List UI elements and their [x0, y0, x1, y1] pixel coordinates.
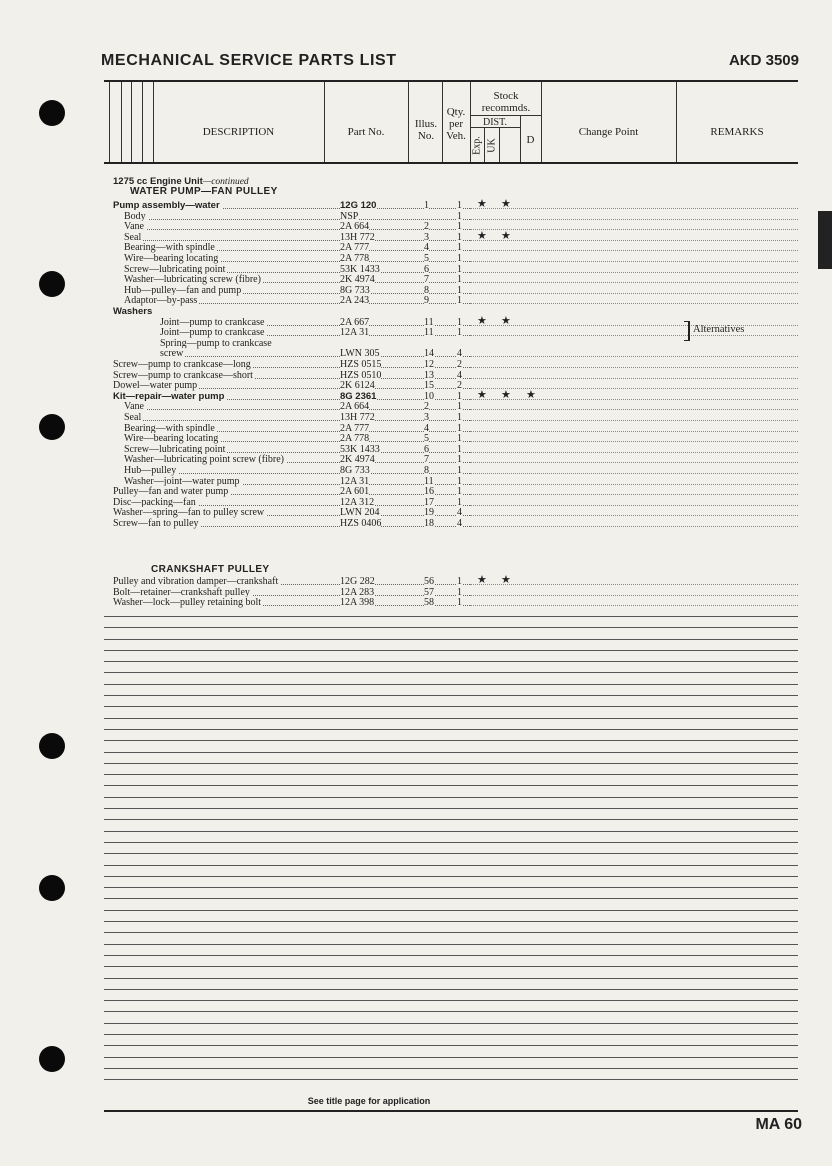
part-number: 2K 6124 — [340, 380, 375, 392]
table-row — [0, 587, 800, 598]
col-qty: Qty. per Veh. — [446, 106, 466, 142]
illus-number: 11 — [424, 327, 434, 339]
ruled-line — [104, 808, 798, 809]
section-water-pump: WATER PUMP—FAN PULLEY — [130, 186, 278, 197]
ruled-line — [104, 706, 798, 707]
part-number: 2A 667 — [340, 316, 370, 328]
part-description: Bearing—with spindle — [124, 422, 215, 434]
row-rule — [470, 505, 798, 506]
row-rule — [470, 293, 798, 294]
remark-alternatives: Alternatives — [693, 324, 745, 335]
illus-number: 11 — [424, 475, 434, 487]
row-rule — [470, 494, 798, 495]
punch-hole — [39, 875, 65, 901]
part-description: Joint—pump to crankcase — [160, 316, 265, 328]
illus-number: 14 — [424, 348, 434, 360]
row-rule — [470, 441, 798, 442]
illus-number: 13 — [424, 369, 434, 381]
part-number: HZS 0510 — [340, 369, 382, 381]
part-number: 12G 120 — [340, 200, 377, 211]
quantity: 1 — [457, 327, 462, 339]
row-rule — [470, 462, 798, 463]
illus-number: 4 — [424, 242, 429, 254]
ruled-line — [104, 966, 798, 967]
ruled-line — [104, 639, 798, 640]
illus-number: 2 — [424, 221, 429, 233]
table-row — [0, 497, 800, 508]
ruled-line — [104, 718, 798, 719]
illus-number: 57 — [424, 586, 434, 598]
leader-dots — [128, 473, 474, 474]
quantity: 2 — [457, 380, 462, 392]
ruled-line — [104, 627, 798, 628]
col-part-no: Part No. — [347, 126, 385, 138]
ruled-line — [104, 752, 798, 753]
table-row — [0, 507, 800, 518]
illus-number: 5 — [424, 433, 429, 445]
page-title: MECHANICAL SERVICE PARTS LIST — [101, 52, 397, 69]
row-rule — [470, 219, 798, 220]
leader-dots — [128, 240, 474, 241]
illus-number: 1 — [424, 200, 429, 211]
col-d: D — [526, 134, 535, 146]
part-description: Body — [124, 210, 146, 222]
part-description: Wire—bearing locating — [124, 253, 219, 264]
footer-note: See title page for application — [307, 1096, 431, 1106]
illus-number: 6 — [424, 263, 429, 275]
row-rule — [470, 240, 798, 241]
index-tab — [818, 211, 832, 269]
part-number: 53K 1433 — [340, 263, 380, 275]
ruled-line — [104, 729, 798, 730]
table-row — [0, 200, 800, 211]
illus-number: 3 — [424, 412, 429, 423]
ruled-line — [104, 695, 798, 696]
row-rule — [470, 388, 798, 389]
part-number: 8G 733 — [340, 465, 370, 476]
row-rule — [470, 272, 798, 273]
part-number: 2A 664 — [340, 401, 370, 413]
table-row — [0, 229, 800, 243]
part-description: Hub—pulley—fan and pump — [124, 284, 242, 296]
ruled-line — [104, 887, 798, 888]
table-row — [0, 295, 800, 306]
col-dist: DIST. — [483, 117, 507, 128]
row-rule — [470, 420, 798, 421]
stock-star-icon: ★ — [477, 198, 487, 210]
ruled-line — [104, 661, 798, 662]
stock-star-icon: ★ — [501, 574, 511, 586]
ruled-line — [104, 672, 798, 673]
illus-number: 9 — [424, 295, 429, 307]
quantity: 4 — [457, 348, 462, 360]
table-row — [0, 423, 800, 434]
part-description: Washer—lubricating screw (fibre) — [124, 274, 261, 286]
page-number: MA 60 — [755, 1116, 802, 1133]
quantity: 1 — [457, 597, 462, 609]
row-rule — [470, 208, 798, 209]
document-code: AKD 3509 — [728, 52, 799, 69]
ruled-line — [104, 876, 798, 877]
quantity: 1 — [457, 433, 462, 445]
part-number: HZS 0515 — [340, 359, 382, 370]
quantity: 1 — [457, 454, 462, 466]
part-description: Washers — [113, 306, 153, 317]
part-number: 2K 4974 — [340, 274, 375, 286]
table-row — [0, 274, 800, 285]
row-rule — [470, 282, 798, 283]
footer-rule — [104, 1110, 798, 1112]
ruled-line — [104, 978, 798, 979]
col-change-point: Change Point — [578, 126, 639, 138]
ruled-line — [104, 763, 798, 764]
table-row — [0, 597, 800, 608]
ruled-line — [104, 616, 798, 617]
part-description: Vane — [124, 221, 144, 233]
ruled-line — [104, 831, 798, 832]
table-row — [0, 285, 800, 296]
table-header — [104, 80, 798, 164]
row-rule — [470, 409, 798, 410]
part-number: NSP — [340, 210, 359, 222]
table-row — [0, 576, 800, 587]
table-row — [0, 380, 800, 391]
row-rule — [470, 431, 798, 432]
quantity: 1 — [457, 231, 462, 243]
alternatives-bracket — [684, 321, 690, 341]
continued-label: —continued — [202, 177, 249, 187]
table-row — [0, 306, 800, 317]
ruled-line — [104, 944, 798, 945]
part-description: Joint—pump to crankcase — [160, 327, 265, 339]
col-uk: UK — [486, 138, 498, 153]
part-description: Seal — [124, 231, 142, 243]
stock-star-icon: ★ — [477, 388, 487, 401]
illus-number: 8 — [424, 465, 429, 476]
part-description: Washer—lubricating point screw (fibre) — [124, 454, 284, 466]
illus-number: 7 — [424, 454, 429, 466]
part-number: LWN 305 — [340, 348, 380, 360]
part-description: Pulley and vibration damper—crankshaft — [113, 576, 279, 587]
part-number: 2A 601 — [340, 486, 370, 498]
ruled-line — [104, 1079, 798, 1080]
quantity: 1 — [457, 263, 462, 275]
part-description: Disc—packing—fan — [113, 496, 196, 508]
table-row — [0, 388, 800, 402]
illus-number: 6 — [424, 443, 429, 455]
part-number: 2A 777 — [340, 422, 370, 434]
part-description: Screw—pump to crankcase—short — [113, 369, 253, 381]
illus-number: 2 — [424, 401, 429, 413]
quantity: 1 — [457, 401, 462, 413]
ruled-line — [104, 1045, 798, 1046]
part-description: Washer—spring—fan to pulley screw — [113, 507, 265, 519]
ruled-line — [104, 932, 798, 933]
illus-number: 10 — [424, 390, 434, 402]
illus-number: 56 — [424, 576, 434, 587]
quantity: 1 — [457, 412, 462, 423]
part-description: Pulley—fan and water pump — [113, 486, 229, 498]
part-number: 2K 4974 — [340, 454, 375, 466]
row-rule — [470, 605, 798, 606]
quantity: 1 — [457, 576, 462, 587]
table-row — [0, 412, 800, 423]
illus-number: 7 — [424, 274, 429, 286]
part-number: 2A 778 — [340, 253, 370, 264]
table-row — [0, 476, 800, 487]
ruled-line — [104, 819, 798, 820]
ruled-line — [104, 910, 798, 911]
ruled-line — [104, 1011, 798, 1012]
ruled-line — [104, 774, 798, 775]
table-row — [0, 444, 800, 455]
table-row — [0, 518, 800, 529]
quantity: 1 — [457, 295, 462, 307]
part-number: 12A 283 — [340, 586, 375, 598]
part-number: 2A 243 — [340, 295, 370, 307]
quantity: 1 — [457, 200, 462, 211]
ruled-line — [104, 989, 798, 990]
table-row — [0, 242, 800, 253]
ruled-line — [104, 955, 798, 956]
ruled-line — [104, 842, 798, 843]
quantity: 1 — [457, 253, 462, 264]
part-number: 12A 398 — [340, 597, 375, 609]
leader-dots — [128, 229, 474, 230]
table-row — [0, 264, 800, 275]
table-row — [0, 314, 800, 328]
row-rule — [470, 250, 798, 251]
quantity: 4 — [457, 518, 462, 529]
illus-number: 17 — [424, 496, 434, 508]
part-description: Wire—bearing locating — [124, 433, 219, 445]
table-row — [0, 465, 800, 476]
table-row — [0, 433, 800, 444]
row-rule — [470, 473, 798, 474]
stock-star-icon: ★ — [501, 388, 511, 401]
part-description: Screw—lubricating point — [124, 263, 226, 275]
stock-star-icon: ★ — [501, 229, 511, 242]
illus-number: 5 — [424, 253, 429, 264]
ruled-line — [104, 865, 798, 866]
row-rule — [470, 452, 798, 453]
stock-star-icon: ★ — [477, 574, 487, 586]
quantity: 1 — [457, 390, 462, 402]
illus-number: 16 — [424, 486, 434, 498]
punch-hole — [39, 733, 65, 759]
part-description: Spring—pump to crankcase — [160, 337, 272, 349]
part-description: Dowel—water pump — [113, 380, 198, 392]
stock-star-icon: ★ — [477, 229, 487, 242]
table-row — [0, 454, 800, 465]
quantity: 1 — [457, 465, 462, 476]
ruled-line — [104, 1000, 798, 1001]
part-number: 12A 31 — [340, 327, 370, 339]
ruled-line — [104, 650, 798, 651]
row-rule — [470, 484, 798, 485]
illus-number: 8 — [424, 284, 429, 296]
row-rule — [470, 303, 798, 304]
col-exp: Exp. — [471, 136, 483, 155]
stock-star-icon: ★ — [501, 314, 511, 327]
punch-hole — [39, 100, 65, 126]
quantity: 1 — [457, 486, 462, 498]
ruled-line — [104, 740, 798, 741]
section-crankshaft: CRANKSHAFT PULLEY — [151, 564, 270, 575]
ruled-line — [104, 1023, 798, 1024]
quantity: 1 — [457, 316, 462, 328]
row-rule — [470, 356, 798, 357]
part-number: 13H 772 — [340, 412, 375, 423]
part-number: HZS 0406 — [340, 518, 382, 529]
ruled-line — [104, 1068, 798, 1069]
col-illus-no: Illus. No. — [414, 118, 438, 142]
quantity: 1 — [457, 274, 462, 286]
ruled-line — [104, 1057, 798, 1058]
quantity: 1 — [457, 586, 462, 598]
row-rule — [470, 325, 798, 326]
ruled-line — [104, 853, 798, 854]
illus-number: 4 — [424, 422, 429, 434]
part-number: 2A 778 — [340, 433, 370, 445]
part-number: LWN 204 — [340, 507, 380, 519]
part-number: 8G 733 — [340, 284, 370, 296]
quantity: 1 — [457, 422, 462, 434]
table-row — [0, 327, 800, 338]
table-row — [0, 348, 800, 359]
col-remarks: REMARKS — [710, 126, 764, 138]
leader-dots — [128, 219, 474, 220]
stock-star-icon: ★ — [477, 314, 487, 327]
part-description: Screw—lubricating point — [124, 443, 226, 455]
quantity: 4 — [457, 369, 462, 381]
ruled-line — [104, 785, 798, 786]
part-description: Hub—pulley — [124, 465, 177, 476]
row-rule — [470, 515, 798, 516]
row-rule — [470, 367, 798, 368]
part-description: Seal — [124, 412, 142, 423]
row-rule — [470, 378, 798, 379]
part-description: Screw—pump to crankcase—long — [113, 359, 251, 370]
quantity: 4 — [457, 507, 462, 519]
row-rule — [470, 584, 798, 585]
part-description: Bearing—with spindle — [124, 242, 215, 254]
ruled-line — [104, 797, 798, 798]
table-row — [0, 486, 800, 497]
part-description: Pump assembly—water — [113, 200, 220, 211]
part-number: 12A 31 — [340, 475, 370, 487]
quantity: 1 — [457, 221, 462, 233]
part-description: Kit—repair—water pump — [113, 390, 225, 402]
engine-label: 1275 cc Engine Unit — [113, 176, 203, 187]
quantity: 1 — [457, 284, 462, 296]
ruled-line — [104, 684, 798, 685]
table-row — [0, 211, 800, 222]
ruled-line — [104, 898, 798, 899]
part-number: 53K 1433 — [340, 443, 380, 455]
part-number: 8G 2361 — [340, 390, 377, 402]
row-rule — [470, 399, 798, 400]
quantity: 1 — [457, 443, 462, 455]
part-number: 12G 282 — [340, 576, 375, 587]
illus-number: 19 — [424, 507, 434, 519]
part-number: 12A 312 — [340, 496, 375, 508]
table-row — [0, 221, 800, 232]
leader-dots — [128, 420, 474, 421]
part-description: Vane — [124, 401, 144, 413]
ruled-line — [104, 921, 798, 922]
ruled-line — [104, 1034, 798, 1035]
table-row — [0, 253, 800, 264]
col-description: DESCRIPTION — [202, 126, 275, 138]
leader-dots — [128, 409, 474, 410]
part-number: 2A 664 — [340, 221, 370, 233]
illus-number: 15 — [424, 380, 434, 392]
row-rule — [470, 335, 798, 336]
table-row — [0, 359, 800, 370]
title-bar — [101, 52, 799, 72]
part-number: 13H 772 — [340, 231, 375, 243]
illus-number: 11 — [424, 316, 434, 328]
table-row — [0, 370, 800, 381]
part-description: Screw—fan to pulley — [113, 518, 199, 529]
part-number: 2A 777 — [340, 242, 370, 254]
col-stock: Stock recommds. — [481, 90, 531, 114]
illus-number: 3 — [424, 231, 429, 243]
punch-hole — [39, 1046, 65, 1072]
illus-number: 58 — [424, 597, 434, 609]
part-description: Adaptor—by-pass — [124, 295, 198, 307]
quantity: 1 — [457, 496, 462, 508]
illus-number: 12 — [424, 359, 434, 370]
row-rule — [470, 261, 798, 262]
part-description: Washer—lock—pulley retaining bolt — [113, 597, 262, 609]
table-row — [0, 338, 800, 349]
part-description: screw — [160, 348, 184, 360]
quantity: 2 — [457, 359, 462, 370]
quantity: 1 — [457, 242, 462, 254]
stock-star-icon: ★ — [526, 388, 536, 401]
part-description: Bolt—retainer—crankshaft pulley — [113, 586, 250, 598]
row-rule — [470, 526, 798, 527]
row-rule — [470, 595, 798, 596]
quantity: 1 — [457, 475, 462, 487]
illus-number: 18 — [424, 518, 434, 529]
stock-star-icon: ★ — [501, 198, 511, 210]
table-row — [0, 401, 800, 412]
part-description: Washer—joint—water pump — [124, 475, 240, 487]
row-rule — [470, 229, 798, 230]
quantity: 1 — [457, 210, 462, 222]
